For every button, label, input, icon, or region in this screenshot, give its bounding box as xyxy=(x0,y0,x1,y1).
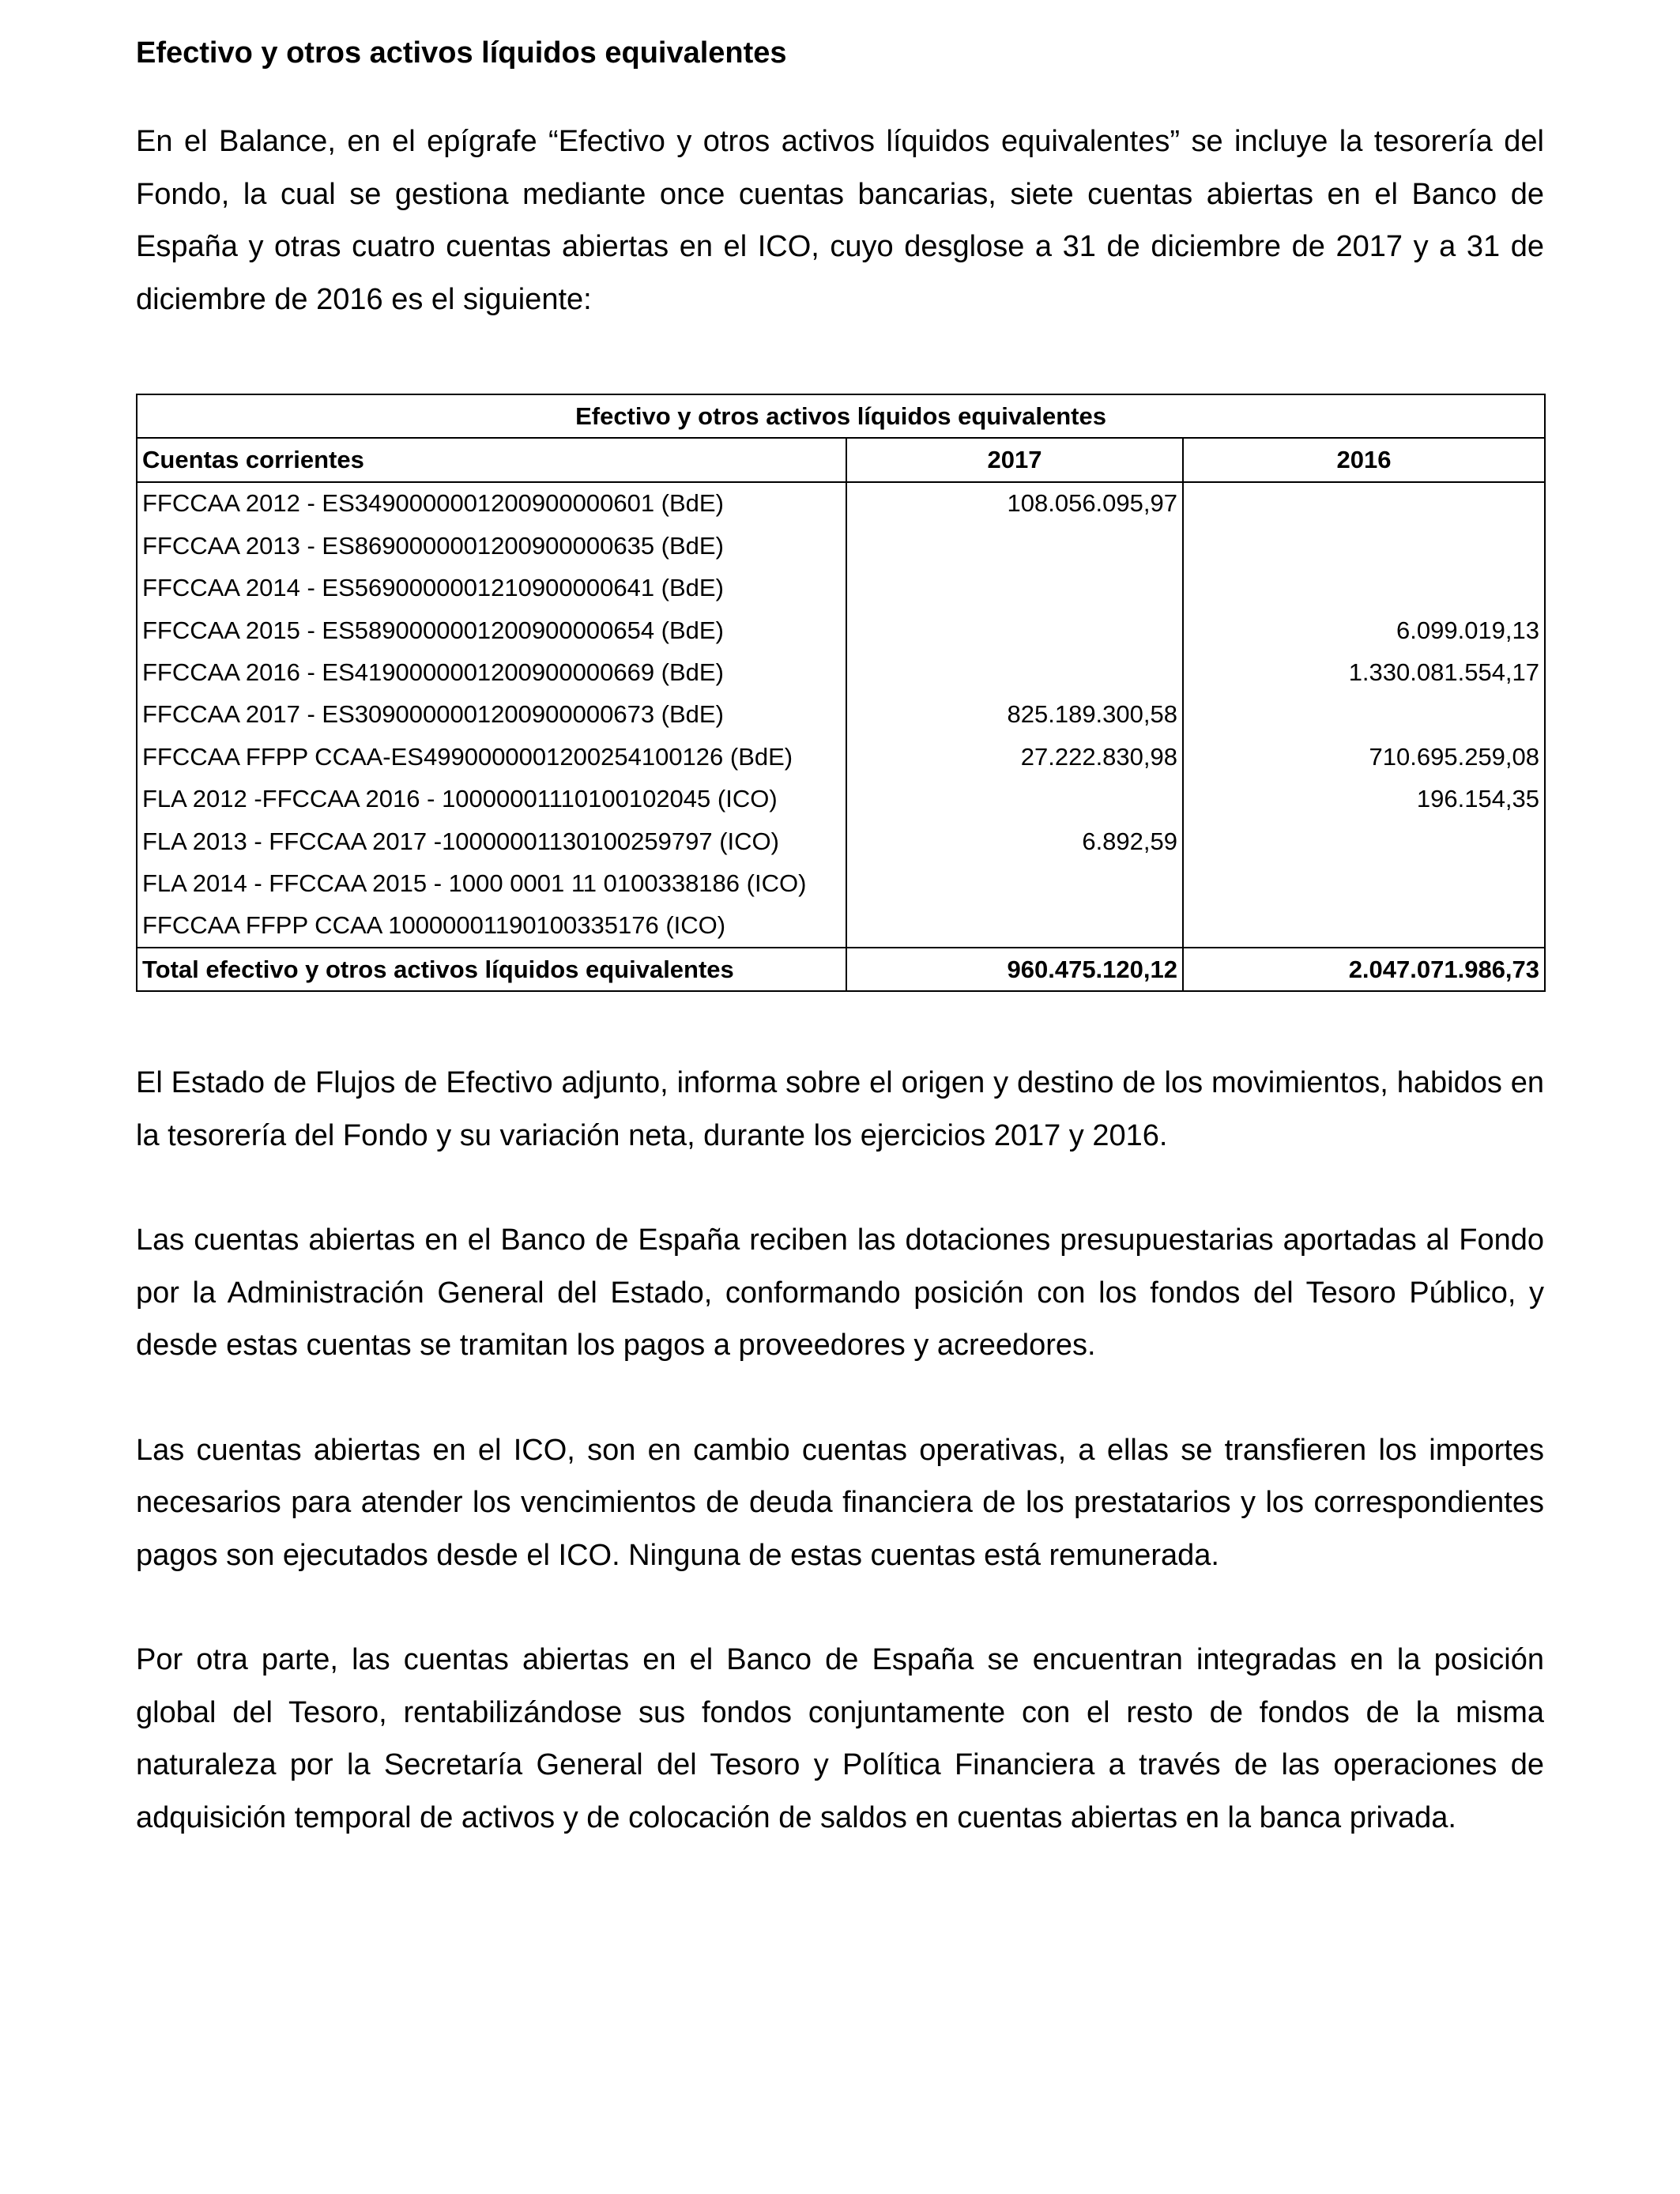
total-2017: 960.475.120,12 xyxy=(846,948,1183,991)
intro-paragraph: En el Balance, en el epígrafe “Efectivo y otros activos líquidos equivalentes” se incluye la tesorería del Fondo, la cual se gestiona mediante once cuentas bancarias, siete cuentas abiertas en el Banco de España y otras cuatro cuentas abiertas en el ICO, cuyo desglose a 31 de diciembre de 2017 y a 31 de diciembre de 2016 es el siguiente: xyxy=(136,125,1544,316)
table-row xyxy=(137,525,1545,567)
table-row xyxy=(137,651,1545,693)
value-2017 xyxy=(846,651,1183,693)
tesoro-paragraph: Por otra parte, las cuentas abiertas en el Banco de España se encuentran integradas en la posición global del Tesoro, rentabilizándose sus fondos conjuntamente con el resto de fondos de la misma naturaleza por la Secretaría General del Tesoro y Política Financiera a través de las operaciones de adquisición temporal de activos y de colocación de saldos en cuentas abiertas en la banca privada. xyxy=(136,1643,1544,1834)
value-2017 xyxy=(846,525,1183,567)
account-label: FFCCAA 2012 - ES3490000001200900000601 (BdE) xyxy=(137,482,846,525)
value-2017 xyxy=(846,609,1183,651)
value-2017 xyxy=(846,862,1183,904)
account-label: FFCCAA 2017 - ES3090000001200900000673 (BdE) xyxy=(137,694,846,736)
value-2017 xyxy=(846,778,1183,820)
table-title: Efectivo y otros activos líquidos equivalentes xyxy=(137,394,1545,438)
value-2016: 710.695.259,08 xyxy=(1183,736,1545,778)
table-header-row xyxy=(137,438,1545,481)
value-2017: 108.056.095,97 xyxy=(846,482,1183,525)
value-2017: 825.189.300,58 xyxy=(846,694,1183,736)
value-2016: 1.330.081.554,17 xyxy=(1183,651,1545,693)
value-2016 xyxy=(1183,862,1545,904)
value-2016 xyxy=(1183,525,1545,567)
account-label: FFCCAA 2013 - ES8690000001200900000635 (BdE) xyxy=(137,525,846,567)
account-label: FFCCAA 2014 - ES5690000001210900000641 (BdE) xyxy=(137,567,846,609)
value-2017: 6.892,59 xyxy=(846,820,1183,862)
account-label: FFCCAA FFPP CCAA-ES4990000001200254100126 (BdE) xyxy=(137,736,846,778)
ico-paragraph: Las cuentas abiertas en el ICO, son en cambio cuentas operativas, a ellas se transfieren los importes necesarios para atender los vencimientos de deuda financiera de los prestatarios y los correspondientes pagos son ejecutados desde el ICO. Ninguna de estas cuentas está remunerada. xyxy=(136,1433,1544,1572)
column-header-accounts: Cuentas corrientes xyxy=(137,438,846,481)
table-row xyxy=(137,736,1545,778)
table-row xyxy=(137,609,1545,651)
account-label: FLA 2013 - FFCCAA 2017 -10000001130100259797 (ICO) xyxy=(137,820,846,862)
value-2017 xyxy=(846,567,1183,609)
total-2016: 2.047.071.986,73 xyxy=(1183,948,1545,991)
value-2017 xyxy=(846,905,1183,948)
cash-table xyxy=(136,394,1546,992)
bde-paragraph: Las cuentas abiertas en el Banco de España reciben las dotaciones presupuestarias aportadas al Fondo por la Administración General del Estado, conformando posición con los fondos del Tesoro Público, y desde estas cuentas se tramitan los pagos a proveedores y acreedores. xyxy=(136,1223,1544,1363)
account-label: FFCCAA FFPP CCAA 10000001190100335176 (ICO) xyxy=(137,905,846,948)
value-2016 xyxy=(1183,820,1545,862)
account-label: FLA 2012 -FFCCAA 2016 - 10000001110100102045 (ICO) xyxy=(137,778,846,820)
account-label: FFCCAA 2016 - ES4190000001200900000669 (BdE) xyxy=(137,651,846,693)
flujos-paragraph: El Estado de Flujos de Efectivo adjunto, informa sobre el origen y destino de los movimientos, habidos en la tesorería del Fondo y su variación neta, durante los ejercicios 2017 y 2016. xyxy=(136,1066,1544,1152)
table-total-row xyxy=(137,948,1545,991)
value-2016 xyxy=(1183,905,1545,948)
value-2016: 6.099.019,13 xyxy=(1183,609,1545,651)
table-row xyxy=(137,905,1545,948)
column-header-2016: 2016 xyxy=(1183,438,1545,481)
account-label: FLA 2014 - FFCCAA 2015 - 1000 0001 11 0100338186 (ICO) xyxy=(137,862,846,904)
section-heading: Efectivo y otros activos líquidos equivalentes xyxy=(136,36,787,70)
document-page xyxy=(136,32,1544,1844)
account-label: FFCCAA 2015 - ES5890000001200900000654 (BdE) xyxy=(137,609,846,651)
table-row xyxy=(137,567,1545,609)
total-label: Total efectivo y otros activos líquidos equivalentes xyxy=(137,948,846,991)
table-row xyxy=(137,694,1545,736)
value-2016 xyxy=(1183,694,1545,736)
table-row xyxy=(137,862,1545,904)
table-title-row xyxy=(137,394,1545,438)
column-header-2017: 2017 xyxy=(846,438,1183,481)
table-row xyxy=(137,482,1545,525)
table-row xyxy=(137,778,1545,820)
value-2017: 27.222.830,98 xyxy=(846,736,1183,778)
value-2016 xyxy=(1183,567,1545,609)
value-2016: 196.154,35 xyxy=(1183,778,1545,820)
table-row xyxy=(137,820,1545,862)
value-2016 xyxy=(1183,482,1545,525)
